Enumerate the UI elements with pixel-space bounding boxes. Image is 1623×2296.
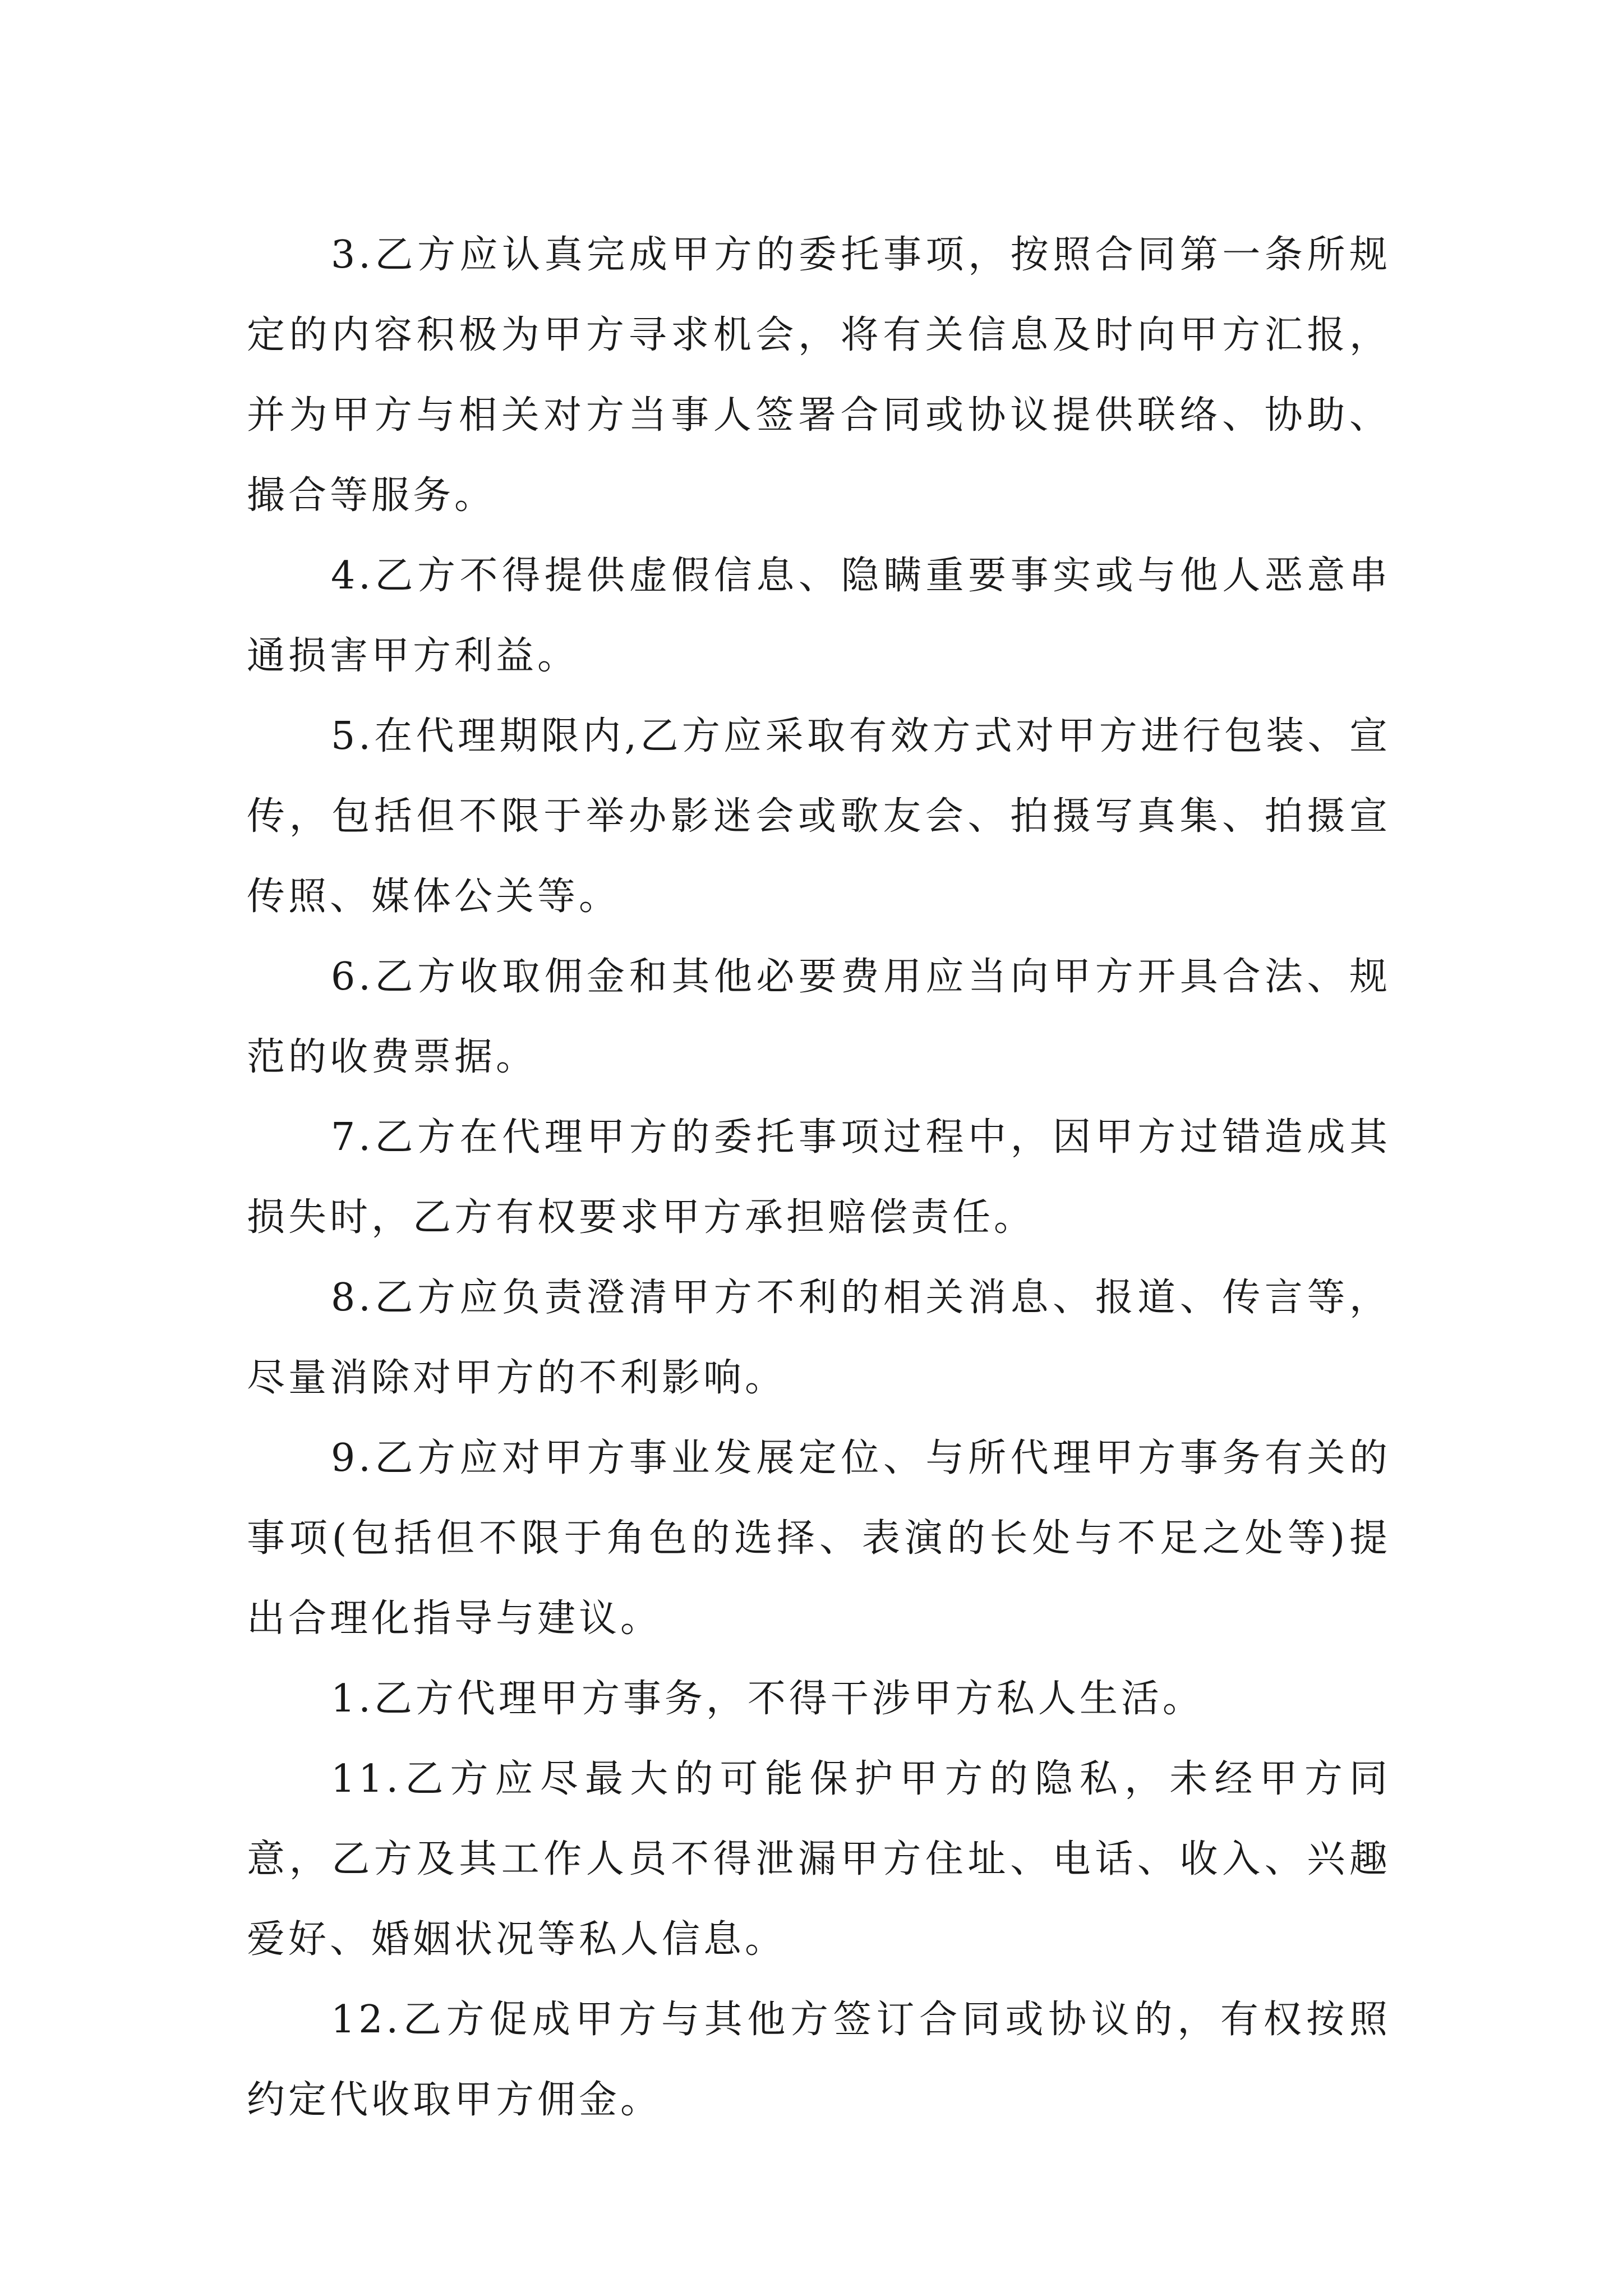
- clause-6: 6.乙方收取佣金和其他必要费用应当向甲方开具合法、规范的收费票据。: [247, 955, 1391, 1079]
- clause-5: 5.在代理期限内,乙方应采取有效方式对甲方进行包装、宣传，包括但不限于举办影迷会或歌友会、拍摄写真集、拍摄宣传照、媒体公关等。: [247, 714, 1391, 919]
- clause-11: 11.乙方应尽最大的可能保护甲方的隐私，未经甲方同意，乙方及其工作人员不得泄漏甲方住址、电话、收入、兴趣爱好、婚姻状况等私人信息。: [247, 1757, 1391, 1962]
- clause-10: 1.乙方代理甲方事务，不得干涉甲方私人生活。: [331, 1677, 1204, 1721]
- clause-4: 4.乙方不得提供虚假信息、隐瞒重要事实或与他人恶意串通损害甲方利益。: [247, 554, 1391, 678]
- clause-8: 8.乙方应负责澄清甲方不利的相关消息、报道、传言等，尽量消除对甲方的不利影响。: [247, 1276, 1391, 1400]
- clause-12: 12.乙方促成甲方与其他方签订合同或协议的，有权按照约定代收取甲方佣金。: [247, 1998, 1391, 2122]
- clause-7: 7.乙方在代理甲方的委托事项过程中，因甲方过错造成其损失时，乙方有权要求甲方承担赔偿责任。: [247, 1115, 1391, 1240]
- clause-3: 3.乙方应认真完成甲方的委托事项，按照合同第一条所规定的内容积极为甲方寻求机会，将有关信息及时向甲方汇报，并为甲方与相关对方当事人签署合同或协议提供联络、协助、撮合等服务。: [247, 233, 1391, 518]
- clause-9: 9.乙方应对甲方事业发展定位、与所代理甲方事务有关的事项(包括但不限于角色的选择、表演的长处与不足之处等)提出合理化指导与建议。: [247, 1436, 1391, 1641]
- document-body: [247, 215, 1391, 2140]
